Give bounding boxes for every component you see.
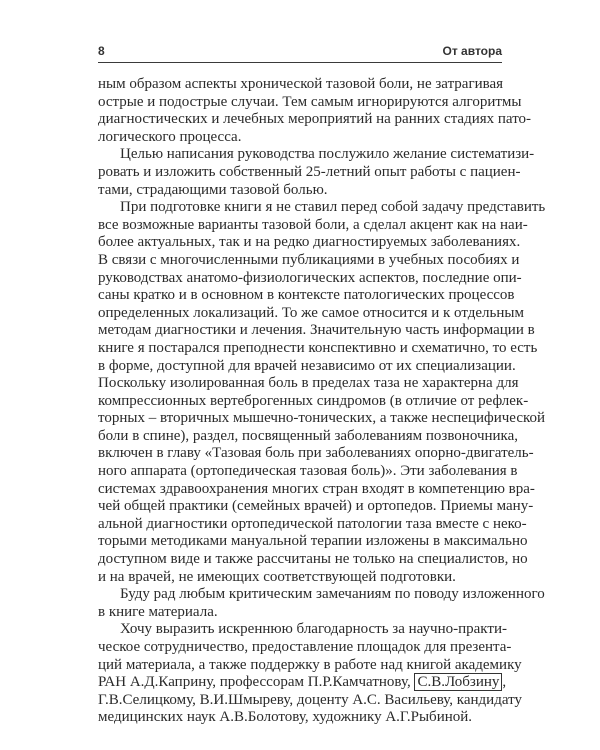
text-line: Г.В.Селицкому, В.И.Шмыреву, доценту А.С. Васильеву, кандидату xyxy=(98,691,522,708)
text-line: ного аппарата (ортопедическая тазовая боль)». Эти заболевания в xyxy=(98,463,518,480)
text-line: и на врачей, не имеющих соответствующей подготовки. xyxy=(98,568,456,585)
page-body xyxy=(98,76,546,727)
text-fragment: , xyxy=(502,674,507,691)
text-line: В связи с многочисленными публикациями в учебных пособиях и xyxy=(98,251,520,268)
text-line-with-highlight xyxy=(98,674,507,692)
highlighted-name: С.В.Лобзину xyxy=(414,673,502,691)
paragraph xyxy=(98,586,545,621)
text-line: книге я постарался преподнести конспективно и схематично, то есть xyxy=(98,339,538,356)
running-header xyxy=(98,44,502,63)
text-line: альной диагностики ортопедической патологии таза вместе с неко- xyxy=(98,515,527,532)
text-line: медицинских наук А.В.Болотову, художнику А.Г.Рыбиной. xyxy=(98,709,473,726)
paragraph xyxy=(98,199,546,586)
text-line: чей общей практики (семейных врачей) и ортопедов. Приемы ману- xyxy=(98,498,534,515)
page-number: 8 xyxy=(98,44,105,58)
text-line: боли в спине), раздел, посвященный заболеваниям позвоночника, xyxy=(98,427,519,444)
text-line: диагностических и лечебных мероприятий на ранних стадиях пато- xyxy=(98,111,532,128)
text-line: Буду рад любым критическим замечаниям по поводу изложенного xyxy=(120,586,545,603)
acknowledgements-paragraph xyxy=(98,621,522,727)
text-line: руководствах анатомо-физиологических аспектов, последние опи- xyxy=(98,269,522,286)
text-line: логического процесса. xyxy=(98,128,242,145)
paragraph xyxy=(98,146,535,199)
text-line: торыми методиками мануальной терапии изложены в максимально xyxy=(98,533,528,550)
text-line: методам диагностики и лечения. Значительную часть информации в xyxy=(98,322,535,339)
text-line: определенных локализаций. То же самое относится и к отдельным xyxy=(98,304,524,321)
text-line: острые и подострые случаи. Тем самым игнорируются алгоритмы xyxy=(98,93,522,110)
text-line: саны кратко и в основном в контексте патологических процессов xyxy=(98,287,515,304)
text-line: доступном виде и также рассчитаны не только на специалистов, но xyxy=(98,551,528,568)
text-line: более актуальных, так и на редко диагностируемых заболеваниях. xyxy=(98,234,521,251)
text-line: Хочу выразить искреннюю благодарность за научно-практи- xyxy=(120,621,507,638)
text-line: При подготовке книги я не ставил перед собой задачу представить xyxy=(120,199,546,216)
text-line: ческое сотрудничество, предоставление площадок для презента- xyxy=(98,639,512,655)
text-fragment: РАН А.Д.Каприну, профессорам П.Р.Камчатнову, xyxy=(98,674,411,691)
text-line: ным образом аспекты хронической тазовой боли, не затрагивая xyxy=(98,76,504,92)
text-line: тами, страдающими тазовой болью. xyxy=(98,181,328,198)
text-line: все возможные варианты тазовой боли, а сделал акцент как на наи- xyxy=(98,216,528,233)
text-line: торных – вторичных мышечно-тонических, а также неспецифической xyxy=(98,410,546,427)
text-line: ровать и изложить собственный 25-летний опыт работы с пациен- xyxy=(98,163,521,180)
text-line: в книге материала. xyxy=(98,603,218,620)
text-line: компрессионных вертеброгенных синдромов (в отличие от рефлек- xyxy=(98,392,529,409)
text-line: системах здравоохранения многих стран входят в компетенцию вра- xyxy=(98,480,535,497)
text-line: включен в главу «Тазовая боль при заболеваниях опорно-двигатель- xyxy=(98,445,534,462)
paragraph xyxy=(98,76,532,146)
section-title: От автора xyxy=(442,44,502,58)
text-line: Поскольку изолированная боль в пределах таза не характерна для xyxy=(98,375,519,392)
text-line: в форме, доступной для врачей независимо от их специализации. xyxy=(98,357,516,374)
text-line: Целью написания руководства послужило желание систематизи- xyxy=(120,146,535,163)
text-line: ций материала, а также поддержку в работе над книгой академику xyxy=(98,656,522,673)
